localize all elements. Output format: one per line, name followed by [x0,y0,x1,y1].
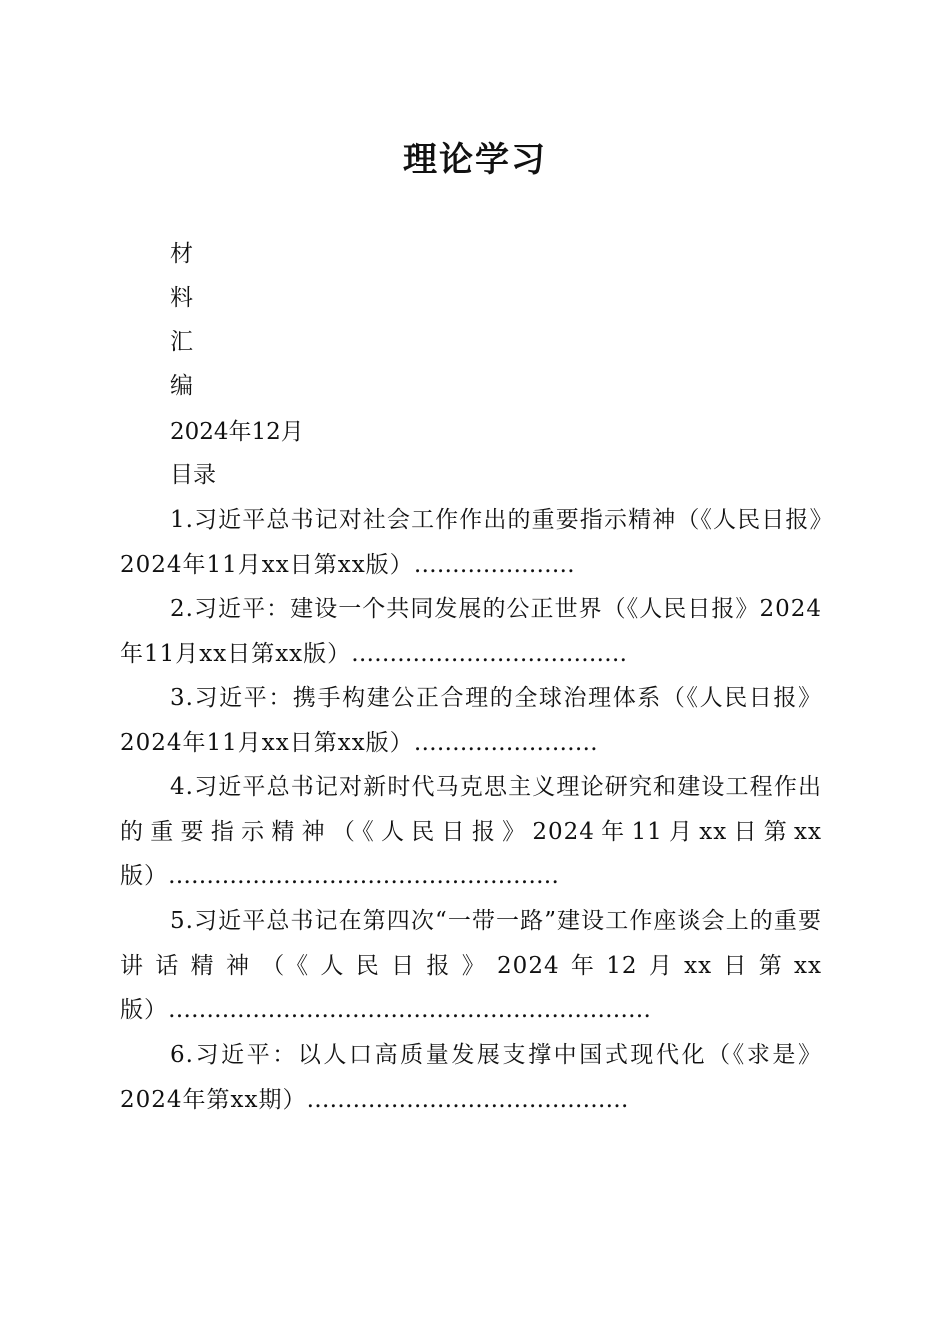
subtitle-char: 料 [170,285,193,311]
toc-item-text: 5.习近平总书记在第四次“一带一路”建设工作座谈会上的重要讲话精神（《人民日报》2024年12月xx日第xx版） [120,908,822,1023]
toc-item[interactable] [120,765,822,899]
document-date: 2024年12月 [170,419,304,445]
subtitle-char: 编 [170,373,193,399]
toc-heading: 目录 [170,462,216,488]
page-title: 理论学习 [403,140,547,180]
toc-item[interactable] [120,587,822,676]
toc-item-text: 3.习近平：携手构建公正合理的全球治理体系（《人民日报》2024年11月xx日第xx版） [120,685,822,756]
toc-item-text: 1.习近平总书记对社会工作作出的重要指示精神（《人民日报》2024年11月xx日第xx版） [120,507,822,578]
toc-item-text: 4.习近平总书记对新时代马克思主义理论研究和建设工程作出的重要指示精神（《人民日报》2024年11月xx日第xx版） [120,774,822,889]
toc-item[interactable] [120,676,822,765]
toc-leader-dots: …………………………………………… [168,863,559,889]
toc-item-text: 6.习近平：以人口高质量发展支撑中国式现代化（《求是》2024年第xx期） [120,1042,822,1113]
subtitle-char: 汇 [170,329,193,355]
toc-leader-dots: ……………………………… [351,640,628,667]
toc-leader-dots: ………………… [413,551,575,578]
toc-leader-dots: …………………… [413,729,598,756]
toc-item[interactable] [120,899,822,1033]
toc-leader-dots: ……………………………………………………… [168,997,651,1023]
toc-item-text: 2.习近平：建设一个共同发展的公正世界（《人民日报》2024年11月xx日第xx版） [120,596,822,667]
subtitle-char: 材 [170,241,193,267]
toc-item[interactable] [120,1033,822,1122]
toc-leader-dots: …………………………………… [306,1086,629,1113]
toc-item[interactable] [120,498,822,587]
